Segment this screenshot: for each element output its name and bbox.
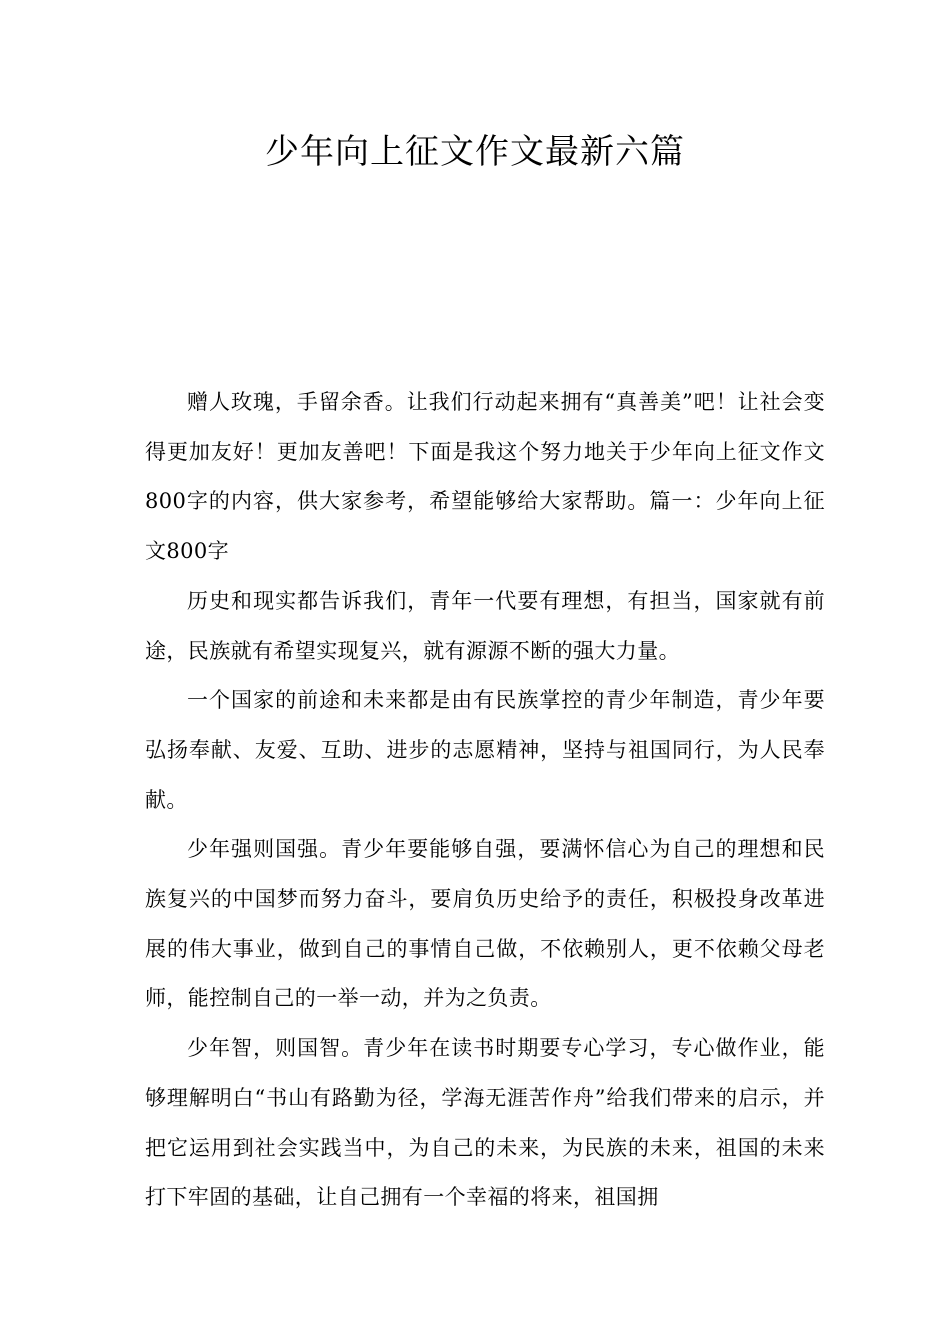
paragraph-history: 历史和现实都告诉我们，青年一代要有理想，有担当，国家就有前途，民族就有希望实现复兴，就有源源不断的强大力量。 <box>145 588 825 663</box>
paragraph-strong: 少年强则国强。青少年要能够自强，要满怀信心为自己的理想和民族复兴的中国梦而努力奋斗，要肩负历史给予的责任，积极投身改革进展的伟大事业，做到自己的事情自己做，不依赖别人，更不依赖父母老师，能控制自己的一举一动，并为之负责。 <box>145 837 825 1011</box>
document-body <box>145 378 825 1223</box>
paragraph-wise: 少年智，则国智。青少年在读书时期要专心学习，专心做作业，能够理解明白“书山有路勤为径，学海无涯苦作舟”给我们带来的启示，并把它运用到社会实践当中，为自己的未来，为民族的未来，祖国的未来打下牢固的基础，让自己拥有一个幸福的将来，祖国拥 <box>145 1036 825 1210</box>
paragraph-future: 一个国家的前途和未来都是由有民族掌控的青少年制造，青少年要弘扬奉献、友爱、互助、进步的志愿精神，坚持与祖国同行，为人民奉献。 <box>145 688 825 812</box>
paragraph-intro: 赠人玫瑰，手留余香。让我们行动起来拥有“真善美”吧！让社会变得更加友好！更加友善吧！下面是我这个努力地关于少年向上征文作文800字的内容，供大家参考，希望能够给大家帮助。篇一：少年向上征文800字 <box>145 390 825 564</box>
document-title: 少年向上征文作文最新六篇 <box>265 132 685 172</box>
